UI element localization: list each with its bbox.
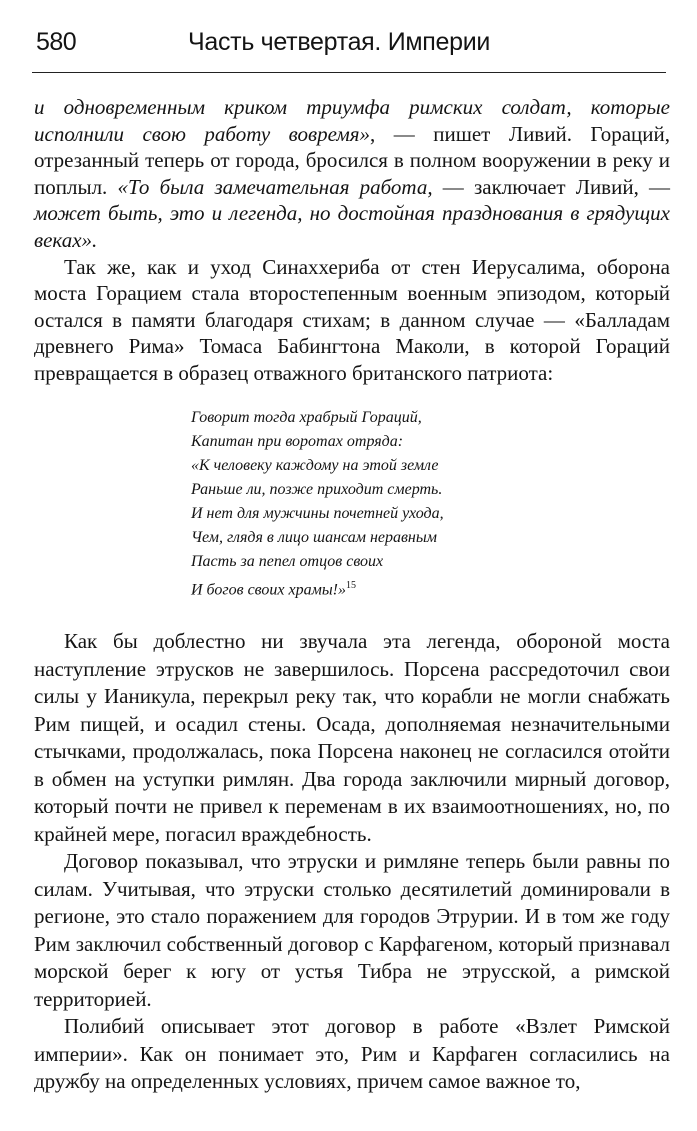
poem-line: И нет для мужчины почетней ухода, [191,505,444,522]
paragraph-1 [34,94,670,254]
paragraph-2: Так же, как и уход Синаххериба от стен Иерусалима, оборона моста Горацием стала второстепенным военным эпизодом, который остался в памяти благодаря стихам; в данном случае — «Балладам древнего Рима» Томаса Бабингтона Маколи, в которой Гораций превращается в образец отважного британского патриота: [34,254,670,385]
livy-quote-c: может быть, это и легенда, но достойная празднования в грядущих веках». [34,201,670,252]
poem-line: Капитан при воротах отряда: [191,433,404,450]
poem-line: «К человеку каждому на этой земле [191,457,439,474]
poem-last-line: И богов своих храмы!» [191,581,346,599]
paragraph-5: Полибий описывает этот договор в работе «Взлет Римской империи». Как он понимает это, Рим и Карфаген согласились на дружбу на определенных условиях, причем самое важное то, [34,1014,670,1093]
body-text-top [34,94,670,387]
poem-line [191,574,444,602]
footnote-marker: 15 [346,580,356,591]
paragraph-4: Договор показывал, что этруски и римляне теперь были равны по силам. Учитывая, что этруски столько десятилетий доминировали в регионе, это стало поражением для городов Этрурии. И в том же году Рим заключил собственный договор с Карфагеном, который признавал морской берег к югу от устья Тибра не этрусской, а римской территорией. [34,849,670,1011]
livy-quote-b: «То была замечательная работа, [117,174,433,199]
paragraph-1-text-b: — заключает Ливий, — [432,174,671,199]
page-number: 580 [36,28,77,56]
body-text-bottom [34,628,670,1096]
poem-line: Пасть за пепел отцов своих [191,553,384,570]
paragraph-1-text-a: , — пишет Ливий. Гораций, отрезанный теперь от города, бросился в полном вооружении в реку и поплыл. [34,121,670,199]
poem-line: Раньше ли, позже приходит смерть. [191,481,443,498]
header-rule [32,72,666,73]
paragraph-3: Как бы доблестно ни звучала эта легенда, обороной моста наступление этрусков не завершилось. Порсена рассредоточил свои силы у Ианикула, перекрыл реку так, что корабли не могли снабжать Рим пищей, и осадил стены. Осада, дополняемая незначительными стычками, продолжалась, пока Порсена наконец не согласился отойти в обмен на уступки римлян. Два города заключили мирный договор, который почти не привел к переменам в их взаимоотношениях, но, по крайней мере, погасил враждебность. [34,629,670,846]
poem-line: Чем, глядя в лицо шансам неравным [191,529,437,546]
poem-line: Говорит тогда храбрый Гораций, [191,409,422,426]
poem-block [191,406,444,602]
livy-quote-a: и одновременным криком триумфа римских солдат, которые исполнили свою работу вовремя» [34,95,670,146]
running-head: Часть четвертая. Империи [188,28,491,56]
